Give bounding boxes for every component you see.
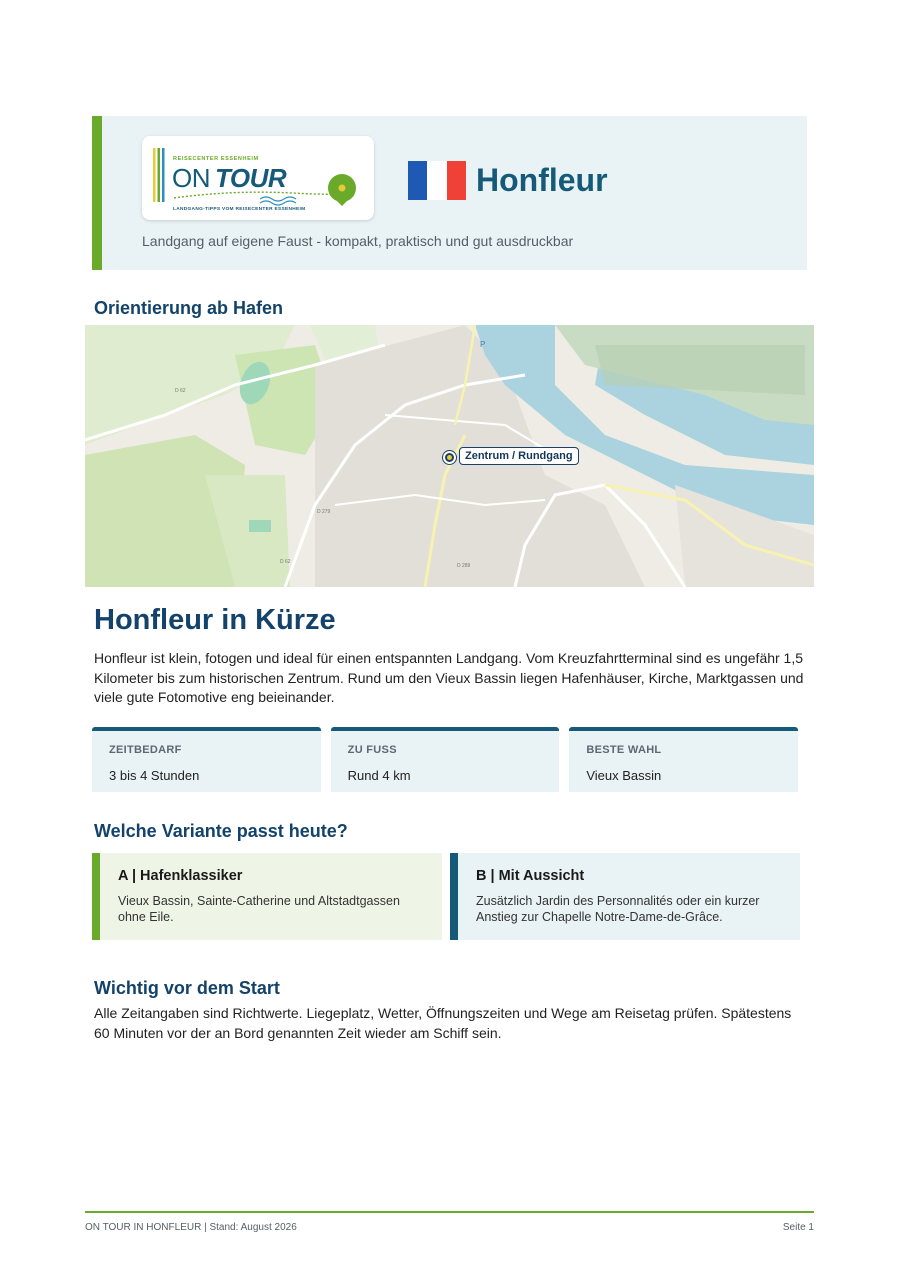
page-title: Honfleur <box>476 162 608 198</box>
map-road-d62-south: D 62 <box>280 559 291 565</box>
flag-band-red <box>447 161 466 200</box>
fact-value: Vieux Bassin <box>586 768 662 783</box>
variant-card-a <box>92 853 442 940</box>
variant-title: A | Hafenklassiker <box>118 868 243 884</box>
variants-heading: Welche Variante passt heute? <box>94 821 348 841</box>
location-marker-icon[interactable] <box>443 451 456 464</box>
flag-band-blue <box>408 161 427 200</box>
variant-card-b <box>450 853 800 940</box>
logo-brand-tour: TOUR <box>215 163 287 193</box>
map-road-d279: D 279 <box>317 509 331 515</box>
variants-row <box>92 853 800 940</box>
fact-label: ZU FUSS <box>347 744 397 756</box>
variant-text: Vieux Bassin, Sainte-Catherine und Altstadtgassen ohne Eile. <box>118 894 400 924</box>
fact-card-best-choice <box>569 727 798 792</box>
on-tour-logo <box>142 136 374 220</box>
header-banner <box>92 116 807 270</box>
page-subtitle: Landgang auf eigene Faust - kompakt, praktisch und gut ausdruckbar <box>142 233 574 249</box>
map-road-d289: D 289 <box>457 563 471 569</box>
facts-row <box>92 727 798 792</box>
orientation-heading: Orientierung ab Hafen <box>94 298 284 318</box>
page-number: Seite 1 <box>782 1222 814 1233</box>
france-flag-icon <box>408 161 466 200</box>
overview-text: Honfleur ist klein, fotogen und ideal für einen entspannten Landgang. Vom Kreuzfahrtterminal sind es ungefähr 1,5 Kilometer bis zum historischen Zentrum. Rund um den Vieux Bassin liegen Hafenhäuser, Kirche, Marktgassen und viele gute Fotomotive eng beieinander. <box>94 650 804 705</box>
fact-card-distance <box>331 727 560 792</box>
variant-text: Zusätzlich Jardin des Personnalités oder ein kurzer Anstieg zur Chapelle Notre-Dame-de-Grâce. <box>476 894 760 924</box>
fact-value: 3 bis 4 Stunden <box>109 768 200 783</box>
map-road-d62-north: D 62 <box>175 388 186 394</box>
notice-text: Alle Zeitangaben sind Richtwerte. Liegeplatz, Wetter, Öffnungszeiten und Wege am Reisetag prüfen. Spätestens 60 Minuten vor der an Bord genannten Zeit wieder am Schiff sein. <box>94 1005 792 1041</box>
logo-top-text: REISECENTER ESSENHEIM <box>173 156 259 162</box>
fact-card-time <box>92 727 321 792</box>
fact-value: Rund 4 km <box>347 768 411 783</box>
variant-title: B | Mit Aussicht <box>476 868 585 884</box>
logo-tagline: LANDGANG-TIPPS VOM REISECENTER ESSENHEIM <box>173 207 306 212</box>
notice-heading: Wichtig vor dem Start <box>94 978 280 998</box>
fact-label: ZEITBEDARF <box>109 744 182 756</box>
logo-brand-on: ON <box>172 163 210 193</box>
footer-divider <box>85 1211 814 1213</box>
map-parking-icon: P <box>480 340 486 349</box>
fact-label: BESTE WAHL <box>586 744 662 756</box>
footer-title: ON TOUR IN HONFLEUR | Stand: August 2026 <box>85 1222 297 1233</box>
overview-title: Honfleur in Kürze <box>94 604 336 636</box>
flag-band-white <box>427 161 446 200</box>
map-pin-icon <box>328 174 356 206</box>
map-label-center[interactable]: Zentrum / Rundgang <box>459 447 579 465</box>
